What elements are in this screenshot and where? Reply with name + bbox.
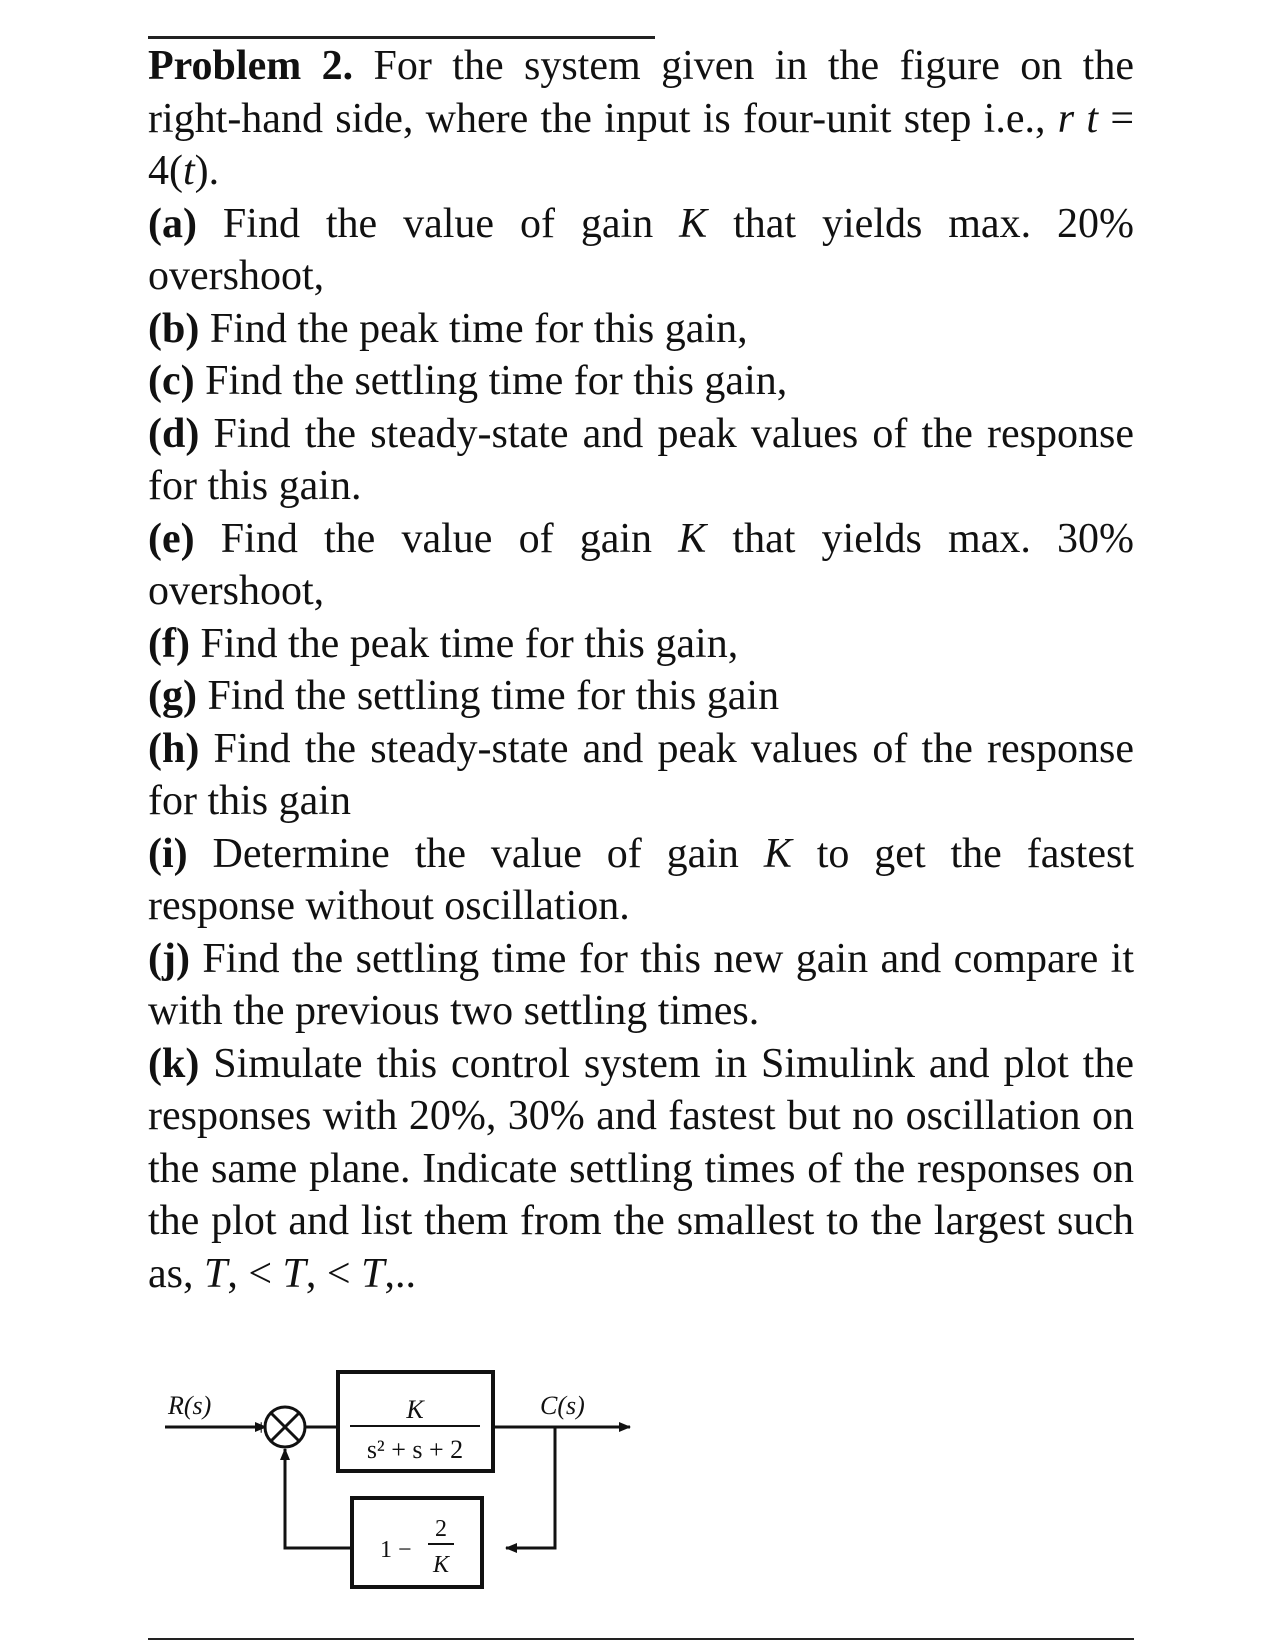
input-equation-end: ). — [194, 148, 220, 194]
part-h — [148, 723, 1134, 828]
settling-time-symbol: T — [204, 1250, 228, 1297]
part-k — [148, 1038, 1134, 1301]
part-label: (a) — [148, 200, 197, 247]
input-variable: r t — [1057, 95, 1099, 142]
part-text: Determine the value of gain — [187, 830, 764, 877]
part-text: Find the peak time for this gain, — [199, 305, 748, 352]
summing-junction — [265, 1407, 305, 1447]
part-text: that yields max. 20% overshoot, — [148, 200, 1134, 299]
part-text: Find the peak time for this gain, — [189, 620, 739, 667]
part-c — [148, 355, 1134, 408]
part-label: (d) — [148, 410, 200, 457]
ending-dots: .. — [394, 1250, 416, 1297]
part-text: Simulate this control system in Simulink and plot the responses with 20%, 30% and fastest but no oscillation on the same plane. Indicate settling times of the responses on the plot and list them from the smallest to the largest such as, — [148, 1040, 1134, 1297]
part-label: (b) — [148, 305, 200, 352]
output-label: C(s) — [540, 1391, 585, 1420]
feedback-block — [352, 1498, 482, 1587]
part-label: (i) — [148, 830, 188, 877]
gain-variable: K — [679, 200, 708, 247]
top-rule — [148, 36, 655, 39]
feedback-pickoff-line — [506, 1427, 555, 1548]
problem-label: Problem 2. — [148, 43, 354, 89]
settling-time-subscript: , — [384, 1250, 395, 1297]
bottom-rule — [148, 1638, 1134, 1640]
gain-variable: K — [763, 830, 792, 877]
input-time-var: t — [183, 148, 195, 194]
part-text: Find the steady-state and peak values of the response for this gain. — [148, 410, 1134, 509]
settling-time-subscript: , — [305, 1250, 317, 1297]
feedback-return-line — [285, 1449, 352, 1548]
part-label: (g) — [148, 673, 197, 719]
forward-denominator: s² + s + 2 — [366, 1435, 464, 1464]
settling-time-symbol: T — [361, 1250, 385, 1297]
part-text: Find the value of gain — [194, 515, 679, 562]
settling-time-symbol: T — [282, 1250, 306, 1297]
settling-time-subscript: , — [227, 1250, 238, 1297]
part-text: Find the settling time for this new gain and compare it with the previous two settling times. — [148, 935, 1134, 1034]
part-label: (e) — [148, 515, 195, 562]
feedback-one: 1 − — [380, 1537, 412, 1563]
part-text: Find the value of gain — [196, 200, 680, 247]
less-than-sign: < — [237, 1250, 283, 1297]
part-text: Find the steady-state and peak values of the response for this gain — [148, 725, 1134, 824]
part-i — [148, 828, 1134, 933]
problem-intro — [148, 40, 1134, 198]
part-label: (c) — [148, 358, 195, 404]
part-e — [148, 513, 1134, 618]
forward-numerator: K — [406, 1395, 424, 1424]
problem-intro-text: For the system given in the figure on the right-hand side, where the input is four-unit step i.e., — [148, 43, 1134, 142]
block-diagram — [160, 1360, 680, 1620]
input-equation: = 4( — [148, 95, 1135, 194]
feedback-denominator: K — [432, 1552, 450, 1578]
part-label: (k) — [148, 1040, 200, 1087]
part-text: Find the settling time for this gain, — [194, 358, 788, 404]
sum-plus-sign: + — [255, 1415, 268, 1440]
part-text: Find the settling time for this gain — [196, 673, 780, 719]
feedback-numerator: 2 — [435, 1516, 447, 1542]
part-a — [148, 198, 1134, 303]
part-f — [148, 618, 1134, 671]
part-label: (j) — [148, 935, 190, 982]
part-label: (f) — [148, 620, 190, 667]
part-d — [148, 408, 1134, 513]
part-text: to get the fastest response without oscillation. — [148, 830, 1134, 929]
part-text: that yields max. 30% overshoot, — [148, 515, 1134, 614]
problem-text — [148, 40, 1134, 1300]
gain-variable: K — [678, 515, 707, 562]
less-than-sign: < — [316, 1250, 362, 1297]
part-g — [148, 670, 1134, 723]
part-label: (h) — [148, 725, 200, 772]
part-j — [148, 933, 1134, 1038]
part-b — [148, 303, 1134, 356]
input-label: R(s) — [168, 1391, 212, 1420]
